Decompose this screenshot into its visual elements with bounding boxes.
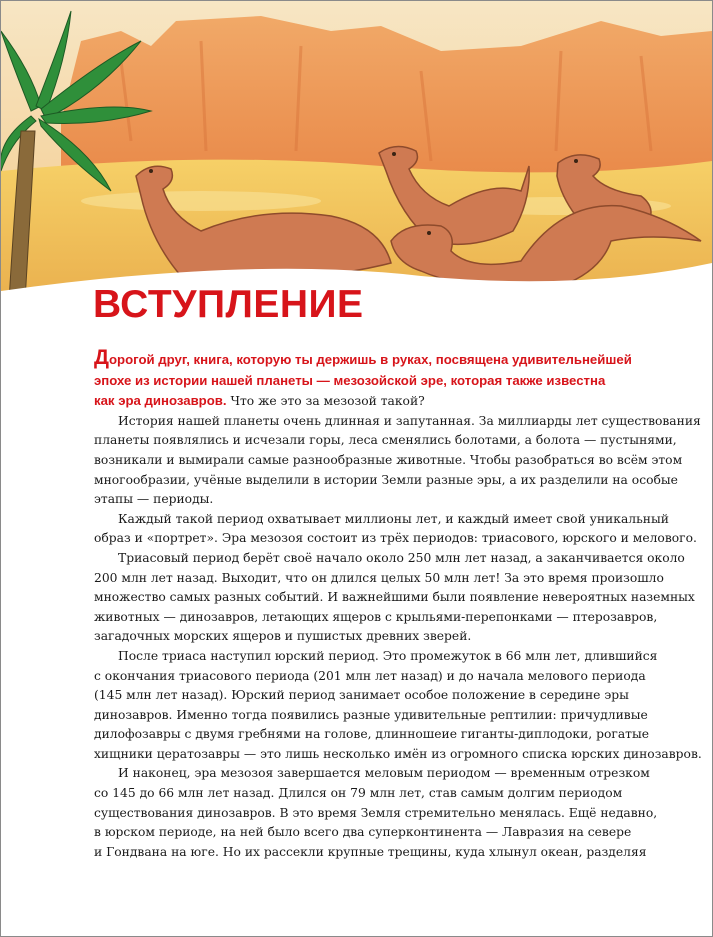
paragraph-4-line: дилофозавры с двумя гребнями на голове, длинношеие гиганты-диплодоки, рогатые bbox=[94, 727, 650, 742]
paragraph-3-line: животных — динозавров, летающих ящеров с крыльями-перепонками — птерозавров, bbox=[94, 609, 658, 624]
paragraph-4-line: (145 млн лет назад). Юрский период занимает особое положение в середине эры bbox=[94, 688, 629, 703]
paragraph-4-line: После триаса наступил юрский период. Это промежуток в 66 млн лет, длившийся bbox=[118, 648, 658, 663]
paragraph-2-line: Каждый такой период охватывает миллионы лет, и каждый имеет свой уникальный bbox=[118, 511, 669, 526]
dinosaur-illustration bbox=[1, 1, 712, 301]
page-title: ВСТУПЛЕНИЕ bbox=[93, 283, 364, 326]
lead-paragraph: Дорогой друг, книга, которую ты держишь в руках, посвящена удивительнейшей bbox=[94, 346, 632, 369]
paragraph-5-line: со 145 до 66 млн лет назад. Длился он 79 млн лет, став самым долгим периодом bbox=[94, 786, 623, 801]
lead-line-1 bbox=[94, 347, 652, 371]
lead-line-3: как эра динозавров. Что же это за мезозой такой? bbox=[94, 393, 425, 409]
lead-question: Что же это за мезозой такой? bbox=[226, 394, 425, 409]
paragraph-2-line: образ и «портрет». Эра мезозоя состоит из трёх периодов: триасового, юрского и мелового. bbox=[94, 531, 697, 546]
paragraph-5-line: И наконец, эра мезозоя завершается меловым периодом — временным отрезком bbox=[118, 766, 650, 781]
paragraph-1-line: планеты появлялись и исчезали горы, леса сменялись болотами, а болота — пустынями, bbox=[94, 433, 677, 448]
paragraph-5-line: и Гондвана на юге. Но их рассекли крупные трещины, куда хлынул океан, разделяя bbox=[94, 844, 647, 859]
paragraph-3-line: Триасовый период берёт своё начало около 250 млн лет назад, а заканчивается около bbox=[118, 550, 685, 565]
paragraph-1-line: многообразии, учёные выделили в истории Земли разные эры, а их разделили на особые bbox=[94, 472, 678, 487]
lead-line-2: эпохе из истории нашей планеты — мезозойской эре, которая также известна bbox=[94, 372, 606, 388]
paragraph-4-line: динозавров. Именно тогда появились разные удивительные рептилии: причудливые bbox=[94, 707, 648, 722]
paragraph-3-line: множество самых разных событий. И важнейшими были появление невероятных наземных bbox=[94, 590, 695, 605]
paragraph-1-line: История нашей планеты очень длинная и запутанная. За миллиарды лет существования bbox=[118, 413, 701, 428]
paragraph-4-line: с окончания триасового периода (201 млн лет назад) и до начала мелового периода bbox=[94, 668, 646, 683]
paragraph-3-line: загадочных морских ящеров и пушистых древних зверей. bbox=[94, 629, 472, 644]
paragraph-1-line: этапы — периоды. bbox=[94, 492, 214, 507]
paragraph-5-line: существования динозавров. В это время Земля стремительно менялась. Ещё недавно, bbox=[94, 805, 658, 820]
paragraph-4-line: хищники цератозавры — это лишь несколько имён из огромного списка юрских динозавров. bbox=[94, 746, 702, 761]
paragraph-5-line: в юрском периоде, на ней было всего два суперконтинента — Лавразия на севере bbox=[94, 825, 632, 840]
paragraph-1-line: возникали и вымирали самые разнообразные животные. Чтобы разобраться во всём этом bbox=[94, 452, 683, 467]
drop-cap: Д bbox=[94, 346, 109, 369]
body-text bbox=[94, 346, 702, 862]
paragraph-3-line: 200 млн лет назад. Выходит, что он длился целых 50 млн лет! За это время произошло bbox=[94, 570, 664, 585]
